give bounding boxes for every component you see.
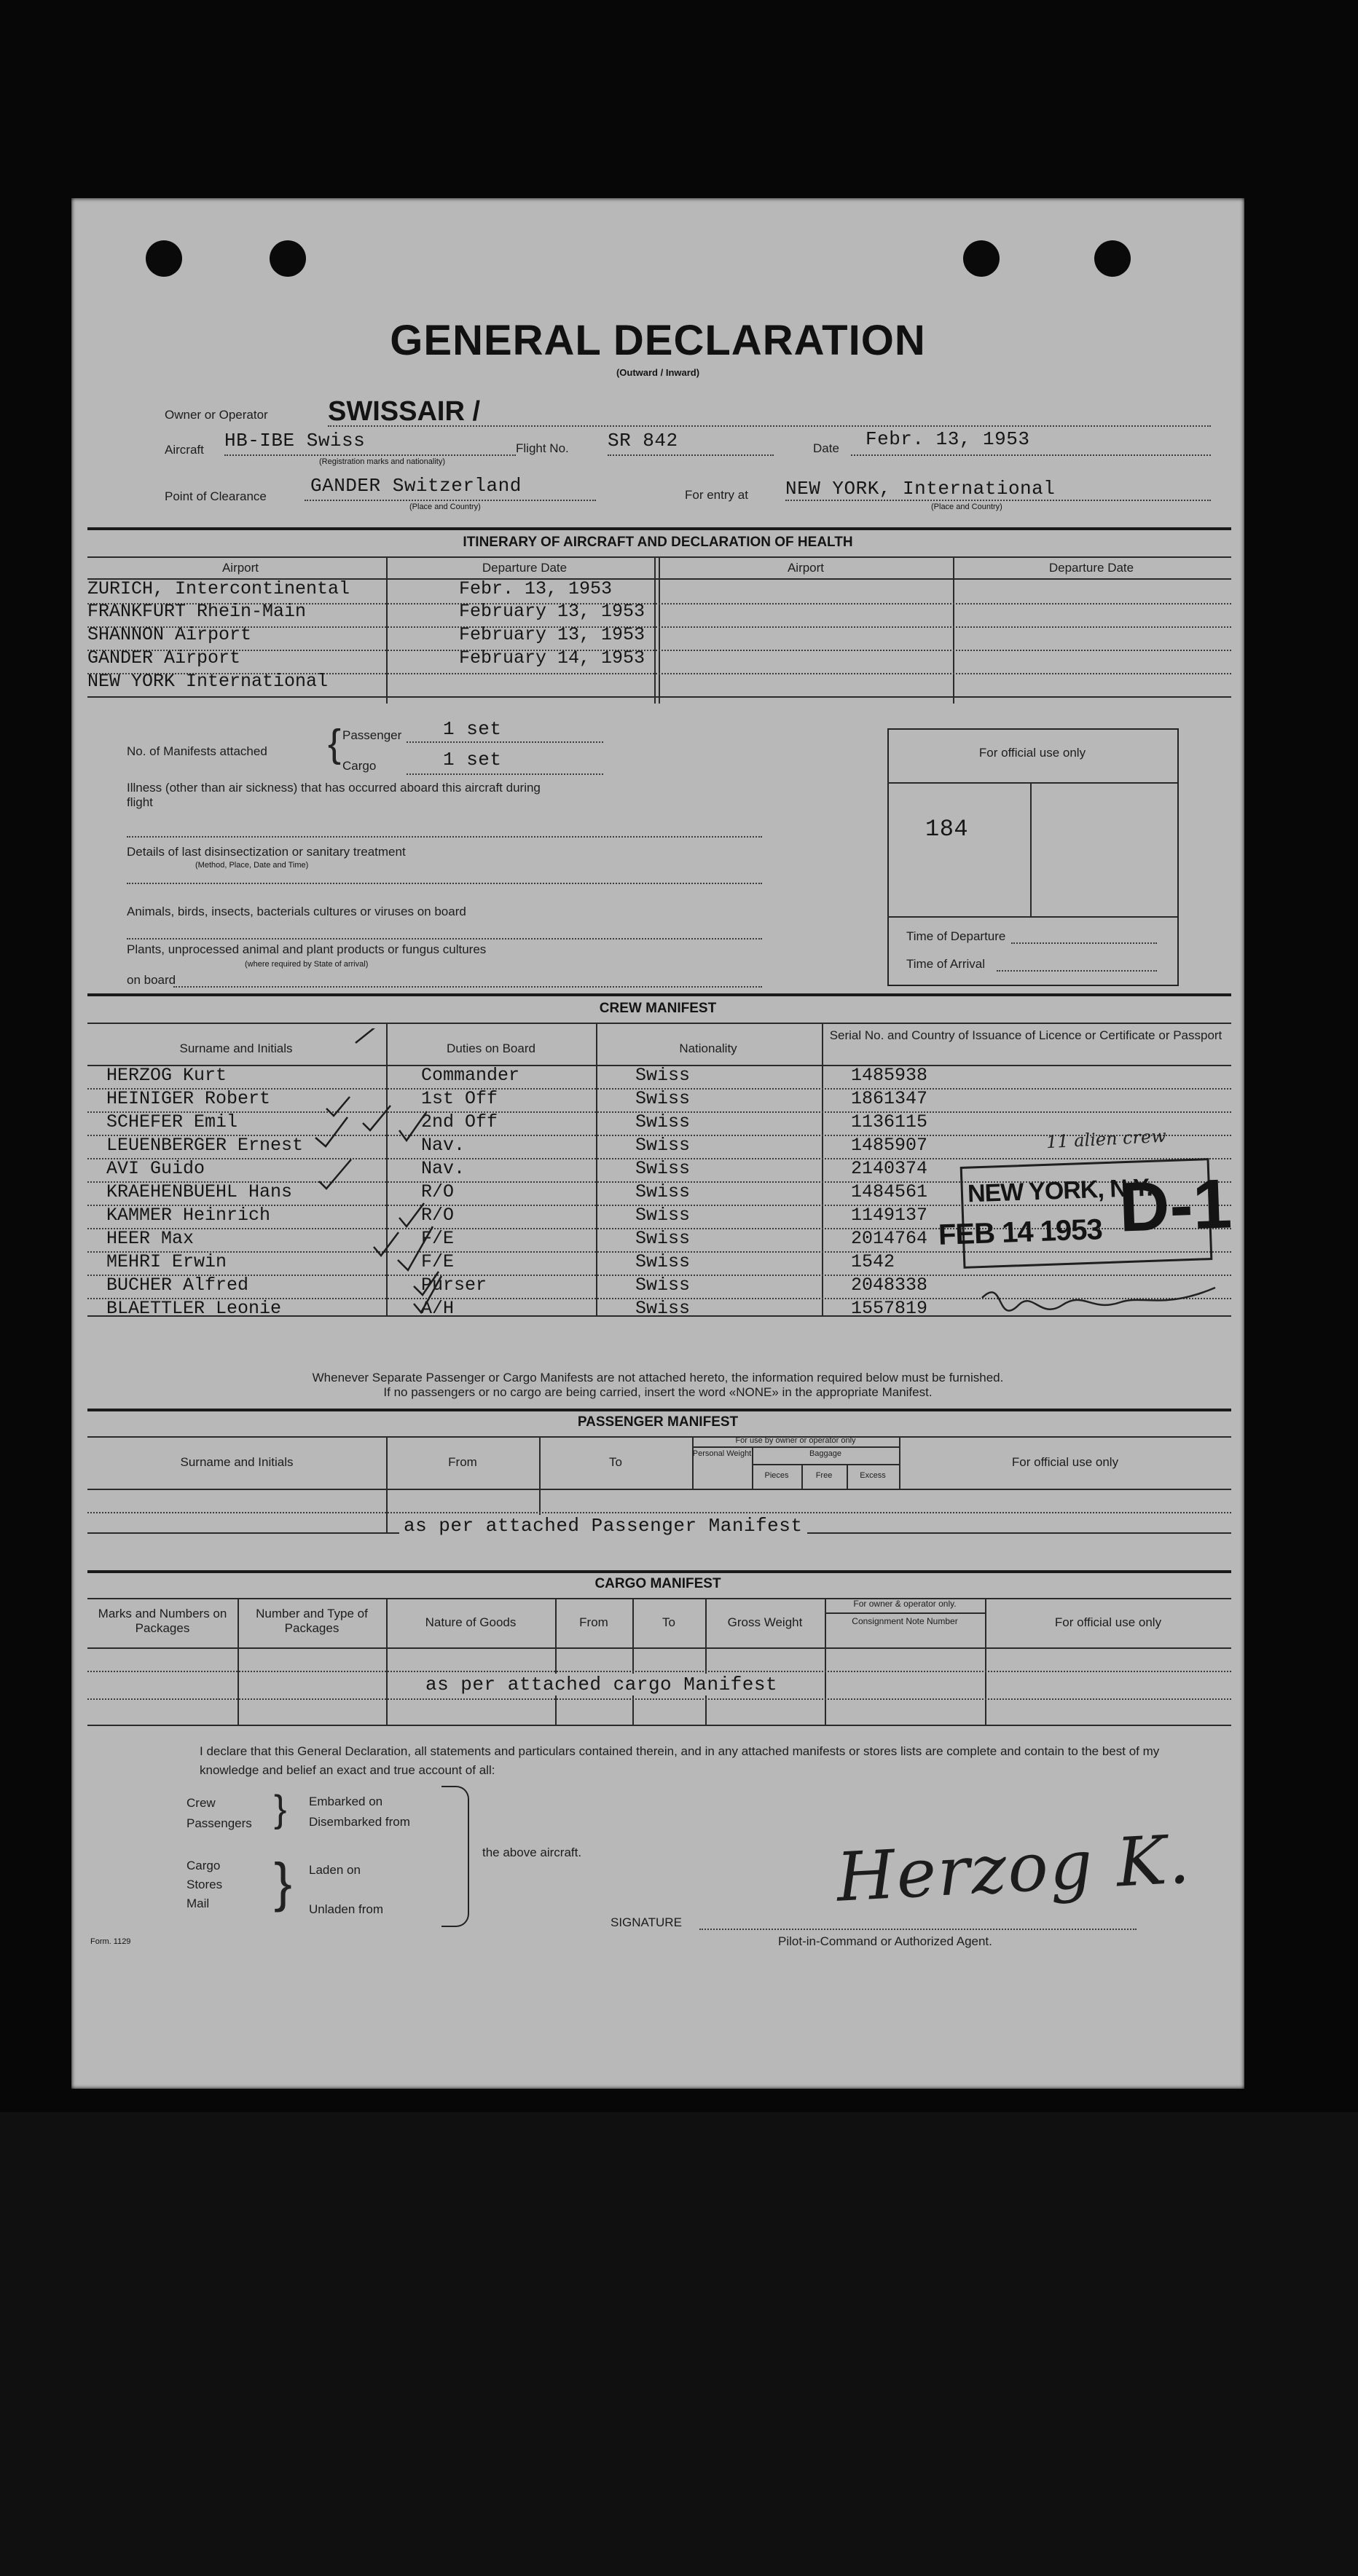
itinerary-airport: ZURICH, Intercontinental <box>87 578 350 599</box>
decl-mail: Mail <box>187 1896 210 1910</box>
stamp-city: NEW YORK, N.Y. <box>967 1173 1153 1208</box>
flight-label: Flight No. <box>516 441 569 455</box>
aircraft-note: (Registration marks and nationality) <box>319 457 446 466</box>
crew-nationality: Swiss <box>635 1251 691 1272</box>
passenger-col-pieces: Pieces <box>764 1471 789 1480</box>
decl-disembarked: Disembarked from <box>309 1815 410 1829</box>
cargo-col-from: From <box>579 1615 608 1629</box>
illness-label: Illness (other than air sickness) that has occurred aboard this aircraft during flight <box>127 781 541 809</box>
cargo-manifest-value: 1 set <box>443 749 502 771</box>
crew-row <box>106 1111 927 1133</box>
entry-label: For entry at <box>685 488 748 502</box>
crew-name: LEUENBERGER Ernest <box>106 1135 304 1156</box>
itinerary-row <box>87 671 459 692</box>
crew-row <box>106 1088 927 1109</box>
date-label: Date <box>813 441 839 455</box>
crew-nationality: Swiss <box>635 1111 691 1133</box>
crew-row <box>106 1251 895 1272</box>
crew-row <box>106 1228 927 1249</box>
passenger-col-to: To <box>609 1455 622 1469</box>
cargo-col-goods: Nature of Goods <box>425 1615 517 1629</box>
crew-nationality: Swiss <box>635 1275 691 1296</box>
crew-heading: CREW MANIFEST <box>599 1001 717 1016</box>
itinerary-airport: GANDER Airport <box>87 647 241 669</box>
crew-nationality: Swiss <box>635 1135 691 1156</box>
crew-col-name: Surname and Initials <box>179 1041 293 1055</box>
crew-name: SCHEFER Emil <box>106 1111 238 1133</box>
crew-row <box>106 1181 927 1202</box>
flight-value: SR 842 <box>608 430 678 452</box>
cargo-col-to: To <box>662 1615 675 1629</box>
inspector-initials <box>975 1276 1222 1320</box>
crew-nationality: Swiss <box>635 1205 691 1226</box>
page-subtitle: (Outward / Inward) <box>616 367 700 378</box>
crew-name: HEER Max <box>106 1228 195 1249</box>
crew-serial: 1149137 <box>851 1205 928 1226</box>
crew-name: HEINIGER Robert <box>106 1088 271 1109</box>
itinerary-col-date-2: Departure Date <box>1048 561 1134 575</box>
crew-col-nationality: Nationality <box>679 1041 737 1055</box>
itinerary-date: February 13, 1953 <box>459 624 645 645</box>
crew-row <box>106 1135 927 1156</box>
itinerary-date: Febr. 13, 1953 <box>459 578 613 599</box>
cargo-col-consignment: Consignment Note Number <box>852 1616 958 1626</box>
crew-row <box>106 1065 927 1086</box>
itinerary-row <box>87 647 645 669</box>
manifests-label: No. of Manifests attached <box>127 744 267 758</box>
cargo-heading: CARGO MANIFEST <box>594 1576 721 1591</box>
notice-line-2: If no passengers or no cargo are being carried, insert the word «NONE» in the appropriate Manifest. <box>383 1385 933 1399</box>
itinerary-col-date: Departure Date <box>482 561 568 575</box>
passenger-col-free: Free <box>815 1471 833 1480</box>
clearance-note: (Place and Country) <box>409 503 481 511</box>
plants-tail: on board <box>127 973 176 987</box>
itinerary-row <box>87 601 645 622</box>
crew-nationality: Swiss <box>635 1228 691 1249</box>
entry-note: (Place and Country) <box>931 503 1002 511</box>
crew-name: KAMMER Heinrich <box>106 1205 271 1226</box>
passenger-manifest-value: 1 set <box>443 718 502 740</box>
decl-crew: Crew <box>187 1796 216 1810</box>
margin-note: 11 alien crew <box>1045 1125 1167 1153</box>
plants-note: (where required by State of arrival) <box>245 960 369 969</box>
clearance-value: GANDER Switzerland <box>310 475 522 497</box>
decl-stores: Stores <box>187 1878 223 1891</box>
passenger-col-baggage: Baggage <box>809 1449 842 1458</box>
manifests-brace: { <box>328 722 342 765</box>
notice-line-1: Whenever Separate Passenger or Cargo Manifests are not attached hereto, the information required below must be furnished. <box>312 1371 1004 1384</box>
decl-above: the above aircraft. <box>482 1846 582 1859</box>
itinerary-date: February 13, 1953 <box>459 601 645 622</box>
itinerary-airport: SHANNON Airport <box>87 624 252 645</box>
crew-duty: 1st Off <box>421 1088 498 1109</box>
crew-row <box>106 1205 927 1226</box>
crew-duty: 2nd Off <box>421 1111 498 1133</box>
passenger-col-weight: Personal Weight <box>692 1449 752 1458</box>
cargo-col-official: For official use only <box>1054 1615 1162 1629</box>
animals-label: Animals, birds, insects, bacterials cultures or viruses on board <box>127 905 466 918</box>
checkmarks <box>312 1028 450 1320</box>
itinerary-airport: FRANKFURT Rhein-Main <box>87 601 307 622</box>
aircraft-value: HB-IBE Swiss <box>224 430 366 452</box>
entry-value: NEW YORK, International <box>785 478 1056 500</box>
crew-duty: F/E <box>421 1251 455 1272</box>
aircraft-label: Aircraft <box>165 443 204 457</box>
owner-value: SWISSAIR / <box>328 396 481 427</box>
declaration-form <box>71 198 1244 2089</box>
itinerary-col-airport: Airport <box>221 561 259 575</box>
crew-serial: 2014764 <box>851 1228 928 1249</box>
crew-nationality: Swiss <box>635 1088 691 1109</box>
crew-col-serial: Serial No. and Country of Issuance of Licence or Certificate or Passport <box>829 1028 1222 1042</box>
crew-duty: Commander <box>421 1065 520 1086</box>
punch-hole <box>270 240 306 277</box>
decl-embarked: Embarked on <box>309 1795 383 1808</box>
crew-col-duty: Duties on Board <box>447 1041 535 1055</box>
crew-duty: Nav. <box>421 1135 466 1156</box>
itinerary-heading: ITINERARY OF AIRCRAFT AND DECLARATION OF HEALTH <box>463 535 853 550</box>
clearance-label: Point of Clearance <box>165 489 267 503</box>
time-of-arrival-label: Time of Arrival <box>906 957 986 971</box>
crew-duty: Purser <box>421 1275 487 1296</box>
crew-serial: 1136115 <box>851 1111 928 1133</box>
form-number: Form. 1129 <box>90 1937 131 1946</box>
crew-serial: 1484561 <box>851 1181 928 1202</box>
decl-bracket <box>441 1786 469 1927</box>
crew-row <box>106 1158 927 1179</box>
passenger-col-excess: Excess <box>860 1471 886 1480</box>
itinerary-row <box>87 578 612 599</box>
plants-label: Plants, unprocessed animal and plant products or fungus cultures <box>127 942 487 956</box>
crew-serial: 1861347 <box>851 1088 928 1109</box>
passenger-col-official: For official use only <box>1011 1455 1119 1469</box>
signature: Herzog K. <box>834 1820 1193 1917</box>
cargo-col-owner-use: For owner & operator only. <box>853 1599 957 1609</box>
crew-row <box>106 1298 927 1319</box>
disinsection-label: Details of last disinsectization or sanitary treatment <box>127 845 406 859</box>
cargo-col-marks: Marks and Numbers on Packages <box>98 1607 227 1635</box>
crew-nationality: Swiss <box>635 1065 691 1086</box>
crew-name: KRAEHENBUEHL Hans <box>106 1181 293 1202</box>
decl-brace: } <box>274 1852 292 1913</box>
cargo-col-number: Number and Type of Packages <box>256 1607 368 1635</box>
cargo-note: as per attached cargo Manifest <box>421 1674 782 1695</box>
punch-hole <box>963 240 1000 277</box>
crew-nationality: Swiss <box>635 1181 691 1202</box>
decl-brace: } <box>274 1788 287 1830</box>
crew-duty: R/O <box>421 1181 455 1202</box>
crew-name: MEHRI Erwin <box>106 1251 227 1272</box>
declaration-text: I declare that this General Declaration, all statements and particulars contained therein, and in any attached manifests or stores lists are complete and contain to the best of my knowledge and belief an exact and true account of all: <box>200 1744 1160 1777</box>
punch-hole <box>146 240 182 277</box>
passenger-col-from: From <box>448 1455 477 1469</box>
pilot-label: Pilot-in-Command or Authorized Agent. <box>778 1934 992 1948</box>
official-use-label: For official use only <box>978 746 1086 760</box>
dark-background <box>0 2112 1358 2576</box>
page-title: GENERAL DECLARATION <box>390 317 926 364</box>
decl-cargo: Cargo <box>187 1859 221 1872</box>
crew-serial: 2048338 <box>851 1275 928 1296</box>
crew-duty: F/E <box>421 1228 455 1249</box>
crew-serial: 2140374 <box>851 1158 928 1179</box>
passenger-col-owner-use: For use by owner or operator only <box>735 1436 856 1445</box>
passenger-manifest-label: Passenger <box>342 728 402 742</box>
crew-duty: Nav. <box>421 1158 466 1179</box>
crew-serial: 1557819 <box>851 1298 928 1319</box>
disinsection-note: (Method, Place, Date and Time) <box>195 861 309 870</box>
stamp-code: D-1 <box>1118 1165 1233 1247</box>
signature-label: SIGNATURE <box>611 1915 682 1929</box>
crew-name: BLAETTLER Leonie <box>106 1298 282 1319</box>
crew-serial: 1542 <box>851 1251 895 1272</box>
itinerary-date: February 14, 1953 <box>459 647 645 669</box>
crew-duty: A/H <box>421 1298 455 1319</box>
crew-name: HERZOG Kurt <box>106 1065 227 1086</box>
crew-row <box>106 1275 927 1296</box>
owner-label: Owner or Operator <box>165 408 268 422</box>
decl-laden: Laden on <box>309 1863 361 1877</box>
cargo-manifest-label: Cargo <box>342 759 377 773</box>
stamp-date: FEB 14 1953 <box>938 1213 1103 1251</box>
crew-name: BUCHER Alfred <box>106 1275 249 1296</box>
itinerary-airport: NEW YORK International <box>87 671 329 692</box>
crew-serial: 1485907 <box>851 1135 928 1156</box>
crew-serial: 1485938 <box>851 1065 928 1086</box>
passenger-col-name: Surname and Initials <box>180 1455 294 1469</box>
passenger-note: as per attached Passenger Manifest <box>399 1515 807 1537</box>
itinerary-row <box>87 624 645 645</box>
official-use-box <box>887 728 1179 986</box>
crew-nationality: Swiss <box>635 1158 691 1179</box>
crew-name: AVI Guido <box>106 1158 205 1179</box>
crew-duty: R/O <box>421 1205 455 1226</box>
itinerary-col-airport-2: Airport <box>787 561 825 575</box>
time-of-departure-label: Time of Departure <box>906 929 1006 943</box>
decl-passengers: Passengers <box>187 1816 252 1830</box>
official-number: 184 <box>925 816 969 843</box>
cargo-col-weight: Gross Weight <box>727 1615 803 1629</box>
passenger-heading: PASSENGER MANIFEST <box>577 1414 739 1430</box>
punch-hole <box>1094 240 1131 277</box>
crew-nationality: Swiss <box>635 1298 691 1319</box>
decl-unladen: Unladen from <box>309 1902 384 1916</box>
date-value: Febr. 13, 1953 <box>866 428 1030 450</box>
